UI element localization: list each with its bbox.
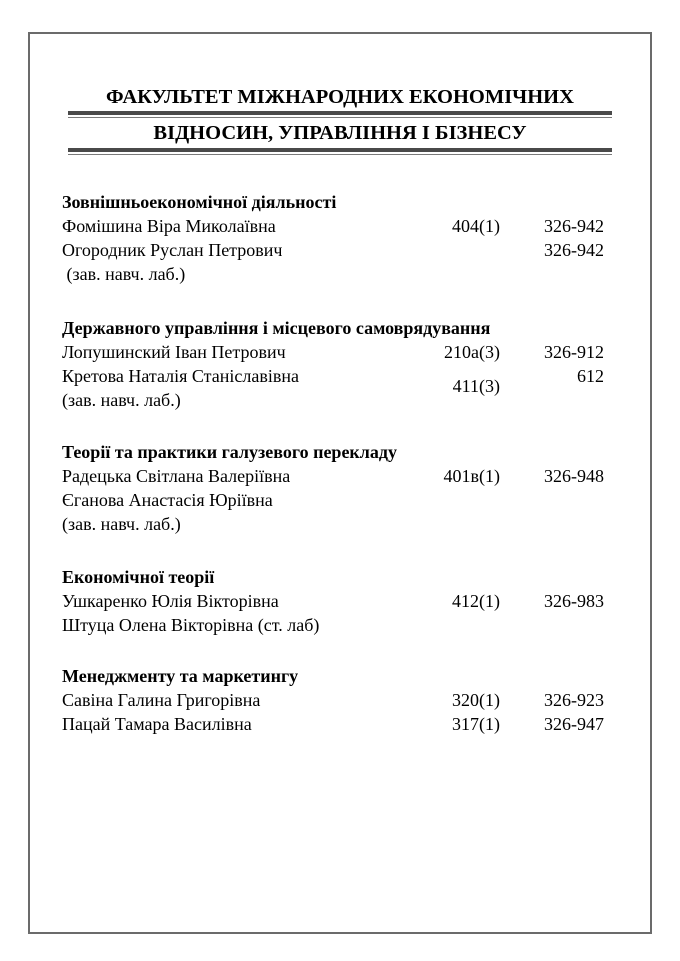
staff-note: (зав. навч. лаб.)	[62, 514, 181, 534]
title-rule-1	[68, 111, 612, 118]
staff-name: Лопушинский Іван Петрович	[62, 342, 286, 362]
staff-note: (зав. навч. лаб.)	[62, 264, 186, 284]
staff-phone: 326-948	[544, 466, 604, 486]
staff-room: 320(1)	[452, 690, 500, 710]
staff-row	[62, 589, 604, 613]
staff-name: Фомішина Віра Миколаївна	[62, 216, 276, 236]
staff-name: Кретова Наталія Станіславівна	[62, 366, 299, 386]
department-title: Теорії та практики галузевого перекладу	[62, 442, 398, 462]
department-title: Економічної теорії	[62, 567, 215, 587]
department-title: Державного управління і місцевого самоврядування	[62, 318, 491, 338]
staff-name: Пацай Тамара Василівна	[62, 714, 252, 734]
staff-row	[62, 364, 604, 396]
staff-row	[62, 340, 604, 364]
staff-note: (зав. навч. лаб.)	[62, 390, 181, 410]
staff-name: Савіна Галина Григорівна	[62, 690, 261, 710]
department-section	[62, 190, 604, 286]
title-rule-2	[68, 148, 612, 155]
staff-name: Єганова Анастасія Юріївна	[62, 490, 273, 510]
faculty-title-line-1: ФАКУЛЬТЕТ МІЖНАРОДНИХ ЕКОНОМІЧНИХ	[106, 86, 574, 108]
staff-phone: 326-942	[544, 240, 604, 260]
staff-row	[62, 712, 604, 736]
department-section	[62, 440, 604, 536]
department-section	[62, 565, 604, 637]
staff-room: 411(3)	[452, 376, 500, 396]
staff-phone: 326-923	[544, 690, 604, 710]
staff-row	[62, 613, 604, 637]
faculty-title-line-2: ВІДНОСИН, УПРАВЛІННЯ І БІЗНЕСУ	[153, 122, 527, 144]
staff-row	[62, 238, 604, 262]
staff-room: 412(1)	[452, 591, 500, 611]
department-section	[62, 316, 604, 412]
staff-name: Штуца Олена Вікторівна (ст. лаб)	[62, 615, 320, 635]
staff-phone: 326-947	[544, 714, 604, 734]
staff-phone: 326-983	[544, 591, 604, 611]
staff-room: 210а(3)	[444, 342, 500, 362]
staff-row	[62, 214, 604, 238]
staff-room: 317(1)	[452, 714, 500, 734]
staff-phone: 612	[577, 366, 604, 386]
department-title: Менеджменту та маркетингу	[62, 666, 299, 686]
staff-name: Ушкаренко Юлія Вікторівна	[62, 591, 279, 611]
department-section	[62, 664, 604, 736]
staff-row	[62, 488, 604, 512]
staff-name: Огородник Руслан Петрович	[62, 240, 283, 260]
staff-row	[62, 688, 604, 712]
staff-name: Радецька Світлана Валеріївна	[62, 466, 291, 486]
staff-room: 404(1)	[452, 216, 500, 236]
staff-row	[62, 464, 604, 488]
staff-phone: 326-942	[544, 216, 604, 236]
staff-room: 401в(1)	[443, 466, 500, 486]
department-title: Зовнішньоекономічної діяльності	[62, 192, 337, 212]
staff-phone: 326-912	[544, 342, 604, 362]
